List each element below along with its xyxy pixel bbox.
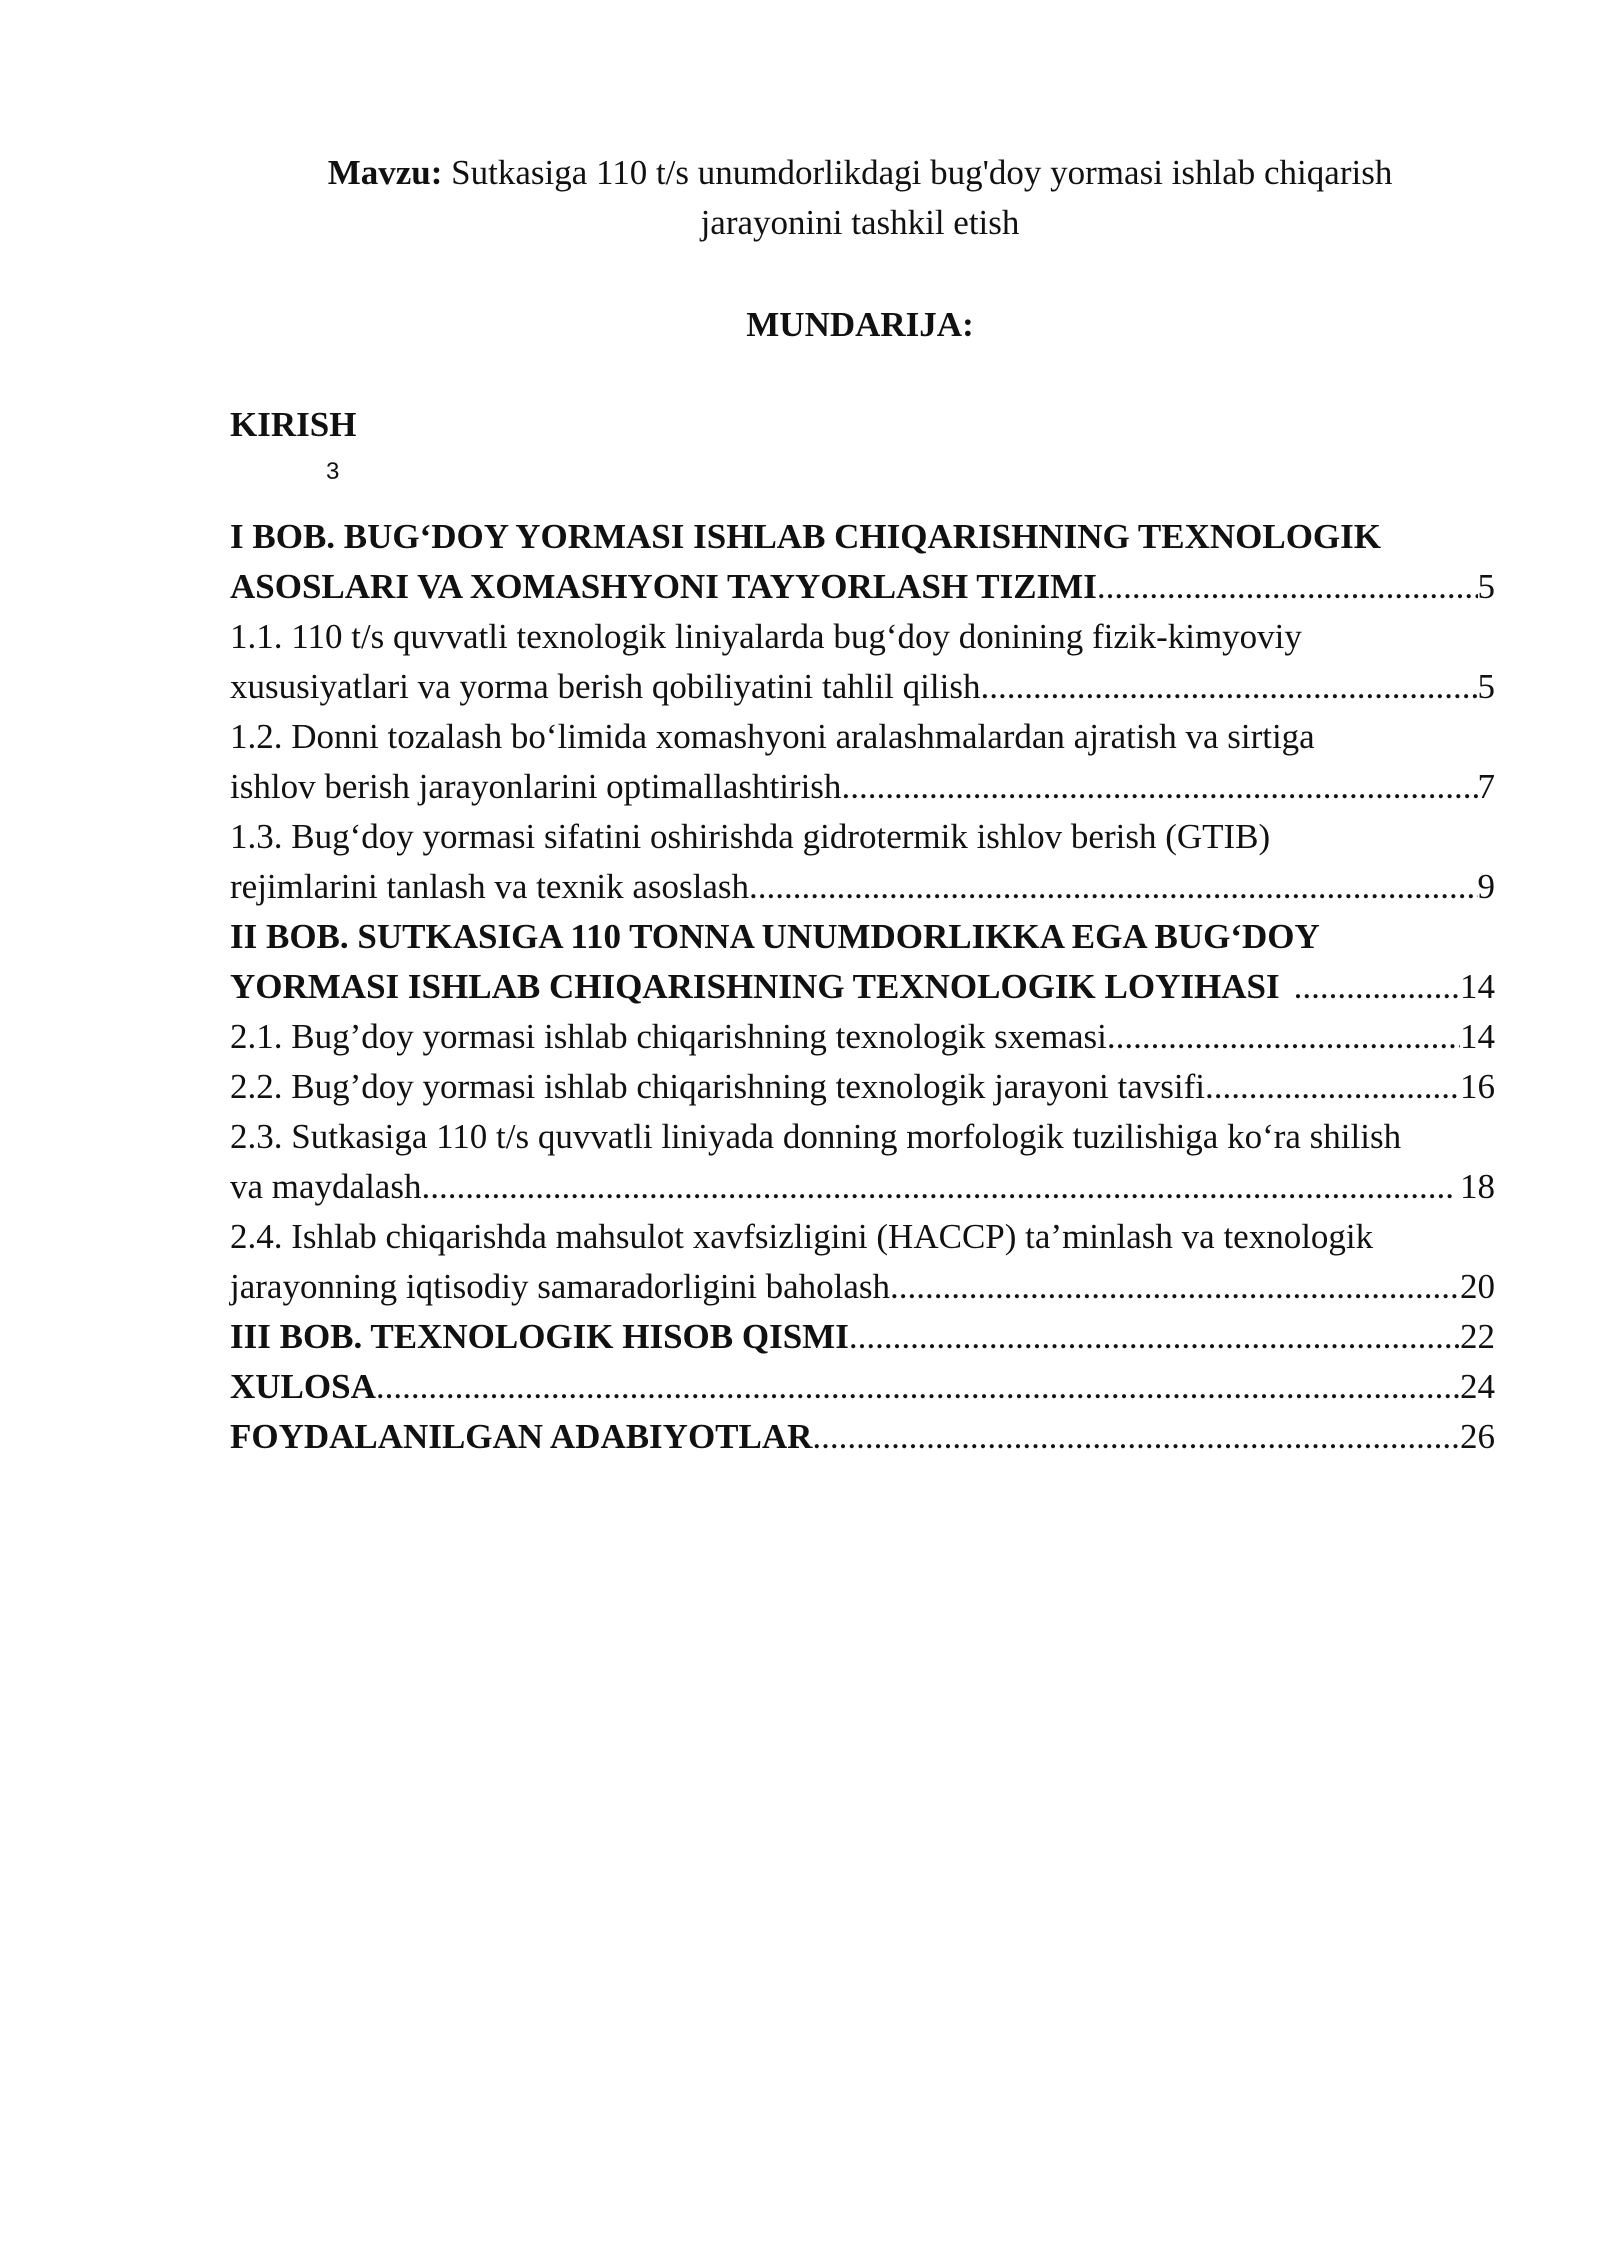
toc-entry <box>230 812 1495 912</box>
toc-entry-line <box>230 1412 1495 1462</box>
dot-leader <box>376 1362 1460 1412</box>
toc-page-number: 14 <box>1460 1017 1495 1056</box>
toc-entry-text: 2.3. Sutkasiga 110 t/s quvvatli liniyada donning morfologik tuzilishiga ko‘ra shilish <box>230 1117 1402 1156</box>
toc-entry <box>230 1112 1495 1212</box>
toc-entry <box>230 912 1495 1012</box>
toc-entry-title: III BOB. TEXNOLOGIK HISOB QISMI <box>230 1317 849 1356</box>
dot-leader <box>1205 1062 1460 1112</box>
topic-text-1: Sutkasiga 110 t/s unumdorlikdagi bug'doy yormasi ishlab chiqarish <box>451 153 1393 192</box>
dot-leader <box>1294 962 1460 1012</box>
topic-line-1 <box>230 148 1490 198</box>
topic <box>230 148 1490 248</box>
toc-entry-title: YORMASI ISHLAB CHIQARISHNING TEXNOLOGIK LOYIHASI <box>230 967 1280 1006</box>
toc-entry-title: XULOSA <box>230 1367 376 1406</box>
dot-leader <box>890 1262 1460 1312</box>
contents-heading: MUNDARIJA: <box>746 305 974 344</box>
toc-entry-line <box>230 862 1495 912</box>
toc-entry <box>230 1362 1495 1412</box>
toc-entry-text: 1.1. 110 t/s quvvatli texnologik liniyalarda bug‘doy donining fizik-kimyoviy <box>230 617 1302 656</box>
toc-entry <box>230 712 1495 812</box>
intro-page-number: 3 <box>326 458 340 485</box>
toc-entry-line <box>230 1062 1495 1112</box>
toc-entry-line <box>230 1362 1495 1412</box>
toc-entry-title: FOYDALANILGAN ADABIYOTLAR <box>230 1417 813 1456</box>
toc-entry-line <box>230 1162 1495 1212</box>
dot-leader <box>1107 1012 1460 1062</box>
toc-page-number: 9 <box>1477 867 1495 906</box>
toc-entry-title: va maydalash <box>230 1167 422 1206</box>
toc-entry <box>230 1412 1495 1462</box>
toc-page-number: 18 <box>1460 1167 1495 1206</box>
dot-leader <box>1097 562 1478 612</box>
toc-entry <box>230 1012 1495 1062</box>
toc-page-number: 16 <box>1460 1067 1495 1106</box>
toc-page-number: 22 <box>1460 1317 1495 1356</box>
toc-entry-title: rejimlarini tanlash va texnik asoslash <box>230 867 750 906</box>
toc-entry-text: 1.2. Donni tozalash bo‘limida xomashyoni aralashmalardan ajratish va sirtiga <box>230 717 1315 756</box>
toc-entry <box>230 1062 1495 1112</box>
toc-page-number: 5 <box>1477 667 1495 706</box>
toc-entry-text: 1.3. Bug‘doy yormasi sifatini oshirishda gidrotermik ishlov berish (GTIB) <box>230 817 1271 856</box>
dot-leader <box>749 862 1477 912</box>
dot-leader <box>421 1162 1454 1212</box>
topic-label: Mavzu: <box>327 153 443 192</box>
toc-page-number: 26 <box>1460 1417 1495 1456</box>
toc-entry <box>230 1312 1495 1362</box>
toc-entry <box>230 1212 1495 1312</box>
toc-page-number: 20 <box>1460 1267 1495 1306</box>
toc-entry-title: 2.2. Bug’doy yormasi ishlab chiqarishning texnologik jarayoni tavsifi <box>230 1067 1205 1106</box>
toc-entry-line <box>230 762 1495 812</box>
dot-leader <box>812 1412 1460 1462</box>
toc-entry-line <box>230 962 1495 1012</box>
table-of-contents <box>230 512 1495 1462</box>
toc-entry-line <box>230 1262 1495 1312</box>
toc-entry-title: jarayonning iqtisodiy samaradorligini baholash <box>230 1267 891 1306</box>
toc-page-number: 14 <box>1460 967 1495 1006</box>
dot-leader <box>849 1312 1460 1362</box>
toc-entry-title: xususiyatlari va yorma berish qobiliyatini tahlil qilish <box>230 667 981 706</box>
toc-entry-line <box>230 662 1495 712</box>
toc-entry <box>230 612 1495 712</box>
toc-entry-line <box>230 1012 1495 1062</box>
toc-page-number: 5 <box>1477 567 1495 606</box>
topic-line-2: jarayonini tashkil etish <box>700 203 1020 242</box>
toc-entry-text: I BOB. BUG‘DOY YORMASI ISHLAB CHIQARISHNING TEXNOLOGIK <box>230 517 1381 556</box>
toc-entry-line <box>230 562 1495 612</box>
dot-leader <box>841 762 1477 812</box>
intro-title: KIRISH <box>230 405 357 444</box>
toc-entry-title: 2.1. Bug’doy yormasi ishlab chiqarishning texnologik sxemasi <box>230 1017 1107 1056</box>
dot-leader <box>980 662 1477 712</box>
toc-entry-title: ASOSLARI VA XOMASHYONI TAYYORLASH TIZIMI <box>230 567 1097 606</box>
toc-page-number: 24 <box>1460 1367 1495 1406</box>
toc-entry-title: ishlov berish jarayonlarini optimallashtirish <box>230 767 842 806</box>
toc-page-number: 7 <box>1477 767 1495 806</box>
toc-entry-text: 2.4. Ishlab chiqarishda mahsulot xavfsizligini (HACCP) ta’minlash va texnologik <box>230 1217 1374 1256</box>
toc-entry <box>230 512 1495 612</box>
toc-entry-text: II BOB. SUTKASIGA 110 TONNA UNUMDORLIKKA EGA BUG‘DOY <box>230 917 1320 956</box>
toc-entry-line <box>230 1312 1495 1362</box>
